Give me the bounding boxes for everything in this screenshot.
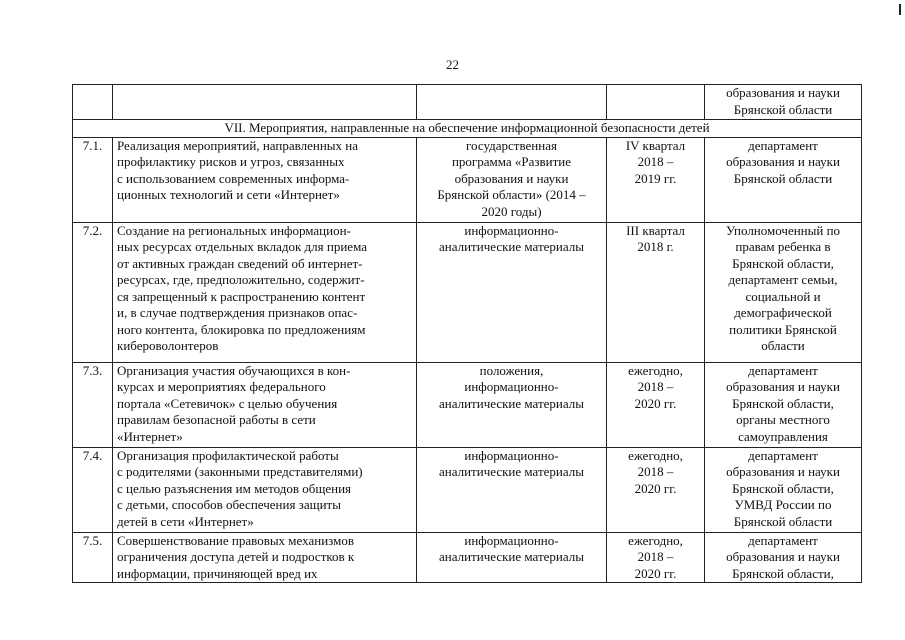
document-type-line: программа «Развитие bbox=[451, 154, 572, 169]
measure-description-cell bbox=[113, 532, 417, 583]
document-type-line: положения, bbox=[479, 362, 544, 378]
measure-description-line: портала «Сетевичок» с целью обучения bbox=[117, 395, 338, 411]
executors-line: департамент семьи, bbox=[728, 272, 838, 287]
executors-line: органы местного bbox=[736, 412, 830, 427]
document-type-cell bbox=[417, 222, 607, 362]
document-type-line: Брянской области» (2014 – bbox=[437, 187, 586, 202]
executors-cell bbox=[705, 362, 862, 447]
deadline-line: ежегодно, bbox=[628, 532, 683, 548]
measure-description-line: с использованием современных информа- bbox=[117, 170, 350, 186]
carry-over-doc-cell bbox=[417, 85, 607, 120]
measure-description-line: детей в сети «Интернет» bbox=[117, 513, 254, 529]
executors-line: области bbox=[761, 338, 805, 353]
table-row bbox=[73, 222, 862, 362]
executors-line: Брянской области, bbox=[732, 480, 834, 496]
measure-description-line: ного контента, блокировка по предложениям bbox=[117, 321, 366, 337]
carry-over-exec-line: Брянской области bbox=[733, 101, 833, 117]
executors-line: образования и науки bbox=[726, 379, 840, 394]
deadline-line: III квартал bbox=[626, 222, 685, 238]
measure-description-line: ограничения доступа детей и подростков к bbox=[117, 549, 355, 564]
executors-line: департамент bbox=[748, 447, 818, 463]
measure-description-line: профилактику рисков и угроз, связанных bbox=[117, 154, 345, 169]
row-number-line: 7.2. bbox=[82, 222, 103, 238]
deadline-cell bbox=[607, 362, 705, 447]
executors-line: Брянской области, bbox=[732, 395, 834, 411]
measure-description-line: правилам безопасной работы в сети bbox=[117, 412, 316, 427]
measure-description-cell bbox=[113, 137, 417, 222]
executors-cell bbox=[705, 222, 862, 362]
measure-description-line: ресурсах, где, предположительно, содержит- bbox=[117, 272, 365, 287]
deadline-line: 2018 – bbox=[637, 464, 674, 479]
document-type-line: 2020 годы) bbox=[481, 203, 542, 219]
document-type-line: аналитические материалы bbox=[439, 395, 584, 411]
measure-description-line: ных ресурсах отдельных вкладок для приема bbox=[117, 239, 367, 254]
table-row bbox=[73, 362, 862, 447]
executors-line: департамент bbox=[748, 532, 818, 548]
executors-line: Брянской области bbox=[733, 170, 833, 186]
carry-over-num-cell bbox=[73, 85, 113, 120]
deadline-line: IV квартал bbox=[625, 137, 686, 153]
measure-description-line: с детьми, способов обеспечения защиты bbox=[117, 497, 341, 512]
deadline-cell bbox=[607, 137, 705, 222]
deadline-line: 2018 – bbox=[637, 154, 674, 169]
executors-line: образования и науки bbox=[726, 464, 840, 479]
measures-table bbox=[72, 84, 862, 583]
document-type-line: образования и науки bbox=[454, 170, 569, 186]
measure-description-line: ционных технологий и сети «Интернет» bbox=[117, 187, 340, 202]
deadline-line: ежегодно, bbox=[628, 362, 683, 378]
executors-line: Уполномоченный по bbox=[725, 222, 841, 238]
executors-line: УМВД России по bbox=[734, 497, 832, 512]
document-type-cell bbox=[417, 362, 607, 447]
document-type-line: информационно- bbox=[464, 532, 559, 548]
row-number-line: 7.4. bbox=[82, 447, 103, 463]
carry-over-term-cell bbox=[607, 85, 705, 120]
document-type-line: информационно- bbox=[464, 447, 559, 463]
measure-description-line: Создание на региональных информацион- bbox=[117, 222, 351, 238]
document-type-line: аналитические материалы bbox=[439, 549, 584, 564]
measure-description-line: с родителями (законными представителями) bbox=[117, 464, 363, 479]
measure-description-cell bbox=[113, 362, 417, 447]
executors-line: социальной и bbox=[745, 288, 821, 304]
deadline-cell bbox=[607, 447, 705, 532]
measure-description-line: Реализация мероприятий, направленных на bbox=[117, 137, 358, 153]
measure-description-line: ся запрещенный к распространению контент bbox=[117, 288, 366, 304]
executors-cell bbox=[705, 532, 862, 583]
row-number-cell bbox=[73, 362, 113, 447]
document-type-cell bbox=[417, 137, 607, 222]
measure-description-cell bbox=[113, 222, 417, 362]
measure-description-line: кибероволонтеров bbox=[117, 338, 219, 353]
executors-line: образования и науки bbox=[726, 154, 840, 169]
executors-line: демографической bbox=[734, 305, 832, 320]
deadline-line: 2020 гг. bbox=[634, 480, 677, 496]
measure-description-line: Совершенствование правовых механизмов bbox=[117, 532, 354, 548]
section-header-row bbox=[73, 120, 862, 138]
measure-description-line: «Интернет» bbox=[117, 428, 183, 444]
measure-description-line: с целью разъяснения им методов общения bbox=[117, 480, 352, 496]
row-number-cell bbox=[73, 137, 113, 222]
deadline-line: 2018 г. bbox=[637, 239, 674, 254]
deadline-line: 2020 гг. bbox=[634, 565, 677, 581]
carry-over-exec-line: образования и науки bbox=[726, 85, 840, 100]
measure-description-line: информации, причиняющей вред их bbox=[117, 565, 318, 581]
document-type-line: информационно- bbox=[464, 379, 559, 394]
measure-description-line: и, в случае подтверждения признаков опас- bbox=[117, 305, 358, 320]
section-title: VII. Мероприятия, направленные на обеспечение информационной безопасности детей bbox=[73, 120, 862, 138]
document-type-line: государственная bbox=[466, 137, 557, 153]
executors-line: департамент bbox=[748, 137, 818, 153]
table-row bbox=[73, 447, 862, 532]
executors-line: самоуправления bbox=[738, 428, 828, 444]
deadline-line: 2018 – bbox=[637, 379, 674, 394]
deadline-line: 2020 гг. bbox=[634, 395, 677, 411]
measure-description-line: Организация участия обучающихся в кон- bbox=[117, 362, 351, 378]
document-type-line: информационно- bbox=[464, 222, 559, 238]
row-number-line: 7.5. bbox=[82, 532, 103, 548]
executors-line: Брянской области, bbox=[732, 255, 834, 271]
deadline-cell bbox=[607, 532, 705, 583]
executors-line: департамент bbox=[748, 362, 818, 378]
executors-line: Брянской области, bbox=[732, 565, 834, 581]
row-number-cell bbox=[73, 532, 113, 583]
carry-over-desc-cell bbox=[113, 85, 417, 120]
carry-over-row bbox=[73, 85, 862, 120]
carry-over-exec-cell bbox=[705, 85, 862, 120]
measure-description-line: Организация профилактической работы bbox=[117, 447, 339, 463]
deadline-line: ежегодно, bbox=[628, 447, 683, 463]
page-number: 22 bbox=[446, 57, 459, 72]
row-number-cell bbox=[73, 222, 113, 362]
executors-line: Брянской области bbox=[733, 513, 833, 529]
deadline-line: 2018 – bbox=[637, 549, 674, 564]
document-type-line: аналитические материалы bbox=[439, 464, 584, 479]
deadline-cell bbox=[607, 222, 705, 362]
executors-cell bbox=[705, 137, 862, 222]
measure-description-cell bbox=[113, 447, 417, 532]
document-type-cell bbox=[417, 532, 607, 583]
table-row bbox=[73, 137, 862, 222]
measure-description-line: курсах и мероприятиях федерального bbox=[117, 379, 326, 394]
row-number-line: 7.1. bbox=[82, 137, 103, 153]
row-number-cell bbox=[73, 447, 113, 532]
document-type-line: аналитические материалы bbox=[439, 239, 584, 254]
executors-line: образования и науки bbox=[726, 549, 840, 564]
row-number-line: 7.3. bbox=[82, 362, 103, 378]
table-row bbox=[73, 532, 862, 583]
executors-line: правам ребенка в bbox=[735, 239, 831, 254]
executors-line: политики Брянской bbox=[729, 321, 837, 337]
measure-description-line: от активных граждан сведений об интернет- bbox=[117, 255, 363, 271]
deadline-line: 2019 гг. bbox=[634, 170, 677, 186]
page-edge-mark bbox=[899, 4, 901, 15]
document-type-cell bbox=[417, 447, 607, 532]
executors-cell bbox=[705, 447, 862, 532]
